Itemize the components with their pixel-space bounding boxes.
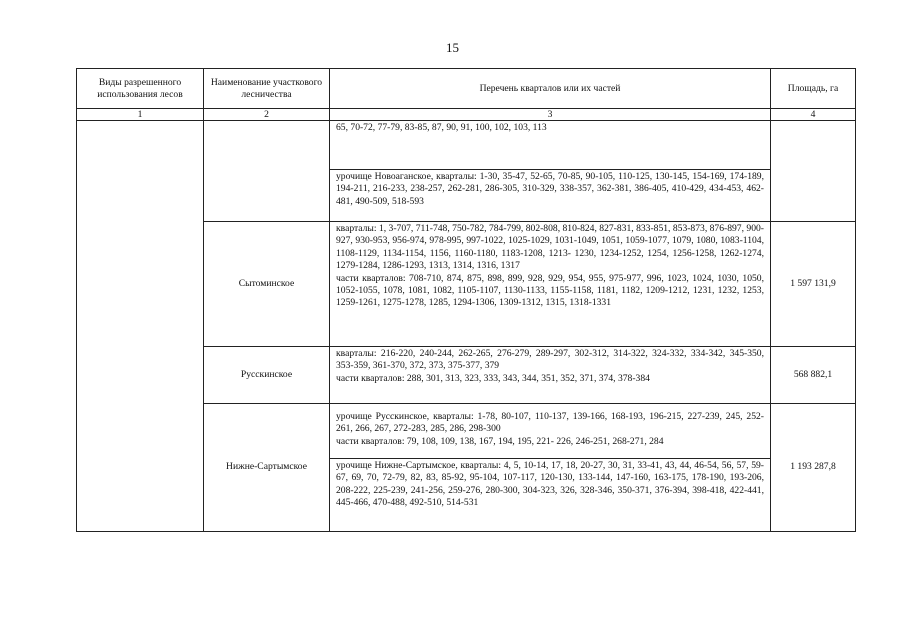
column-number-1: 1 xyxy=(77,109,204,121)
column-number-2: 2 xyxy=(204,109,330,121)
quarters-cell xyxy=(330,459,771,532)
area-nizhne-sartym: 1 193 287,8 xyxy=(771,404,856,532)
quarters-text: урочище Новоаганское, кварталы: 1-30, 35-47, 52-65, 70-85, 90-105, 110-125, 130-145, 154-169, 174-189, 194-211, 216-233, 238-257, 262-281, 286-305, 310-329, 338-357, 362-381, 386-405, 410-429, 434-453, 462-481, 490-509, 518-593 xyxy=(336,171,764,207)
quarter-parts-text: части кварталов: 708-710, 874, 875, 898, 899, 928, 929, 954, 955, 975-977, 996, 1023, 1024, 1030, 1050, 1052-1055, 1078, 1081, 1082, 1105-1107, 1130-1133, 1155-1158, 1181, 1182, 1209-1212, 1231, 1232, 1253, 1259-1261, 1275-1278, 1285, 1294-1306, 1309-1312, 1315, 1318-1331 xyxy=(336,272,764,309)
forestry-name-nizhne-sartym: Нижне-Сартымское xyxy=(204,404,330,532)
forest-use-table xyxy=(76,68,856,532)
page-number: 15 xyxy=(446,40,459,55)
quarters-cell xyxy=(330,404,771,459)
quarters-cell xyxy=(330,347,771,404)
forestry-name-sytomino: Сытоминское xyxy=(204,222,330,347)
quarters-text: 65, 70-72, 77-79, 83-85, 87, 90, 91, 100, 102, 103, 113 xyxy=(336,122,547,133)
area-russkin: 568 882,1 xyxy=(771,347,856,404)
continued-forestry-cell xyxy=(204,121,330,222)
area-cell xyxy=(771,121,856,222)
header-quarters-list: Перечень кварталов или их частей xyxy=(330,69,771,109)
quarters-text: кварталы: 216-220, 240-244, 262-265, 276-279, 289-297, 302-312, 314-322, 324-332, 334-342, 345-350, 353-359, 361-370, 372, 373, 375-377, 379 xyxy=(336,348,764,372)
forestry-name-russkin: Русскинское xyxy=(204,347,330,404)
quarter-parts-text: части кварталов: 288, 301, 313, 323, 333, 343, 344, 351, 352, 371, 374, 378-384 xyxy=(336,372,650,384)
header-area: Площадь, га xyxy=(771,69,856,109)
quarters-text: кварталы: 1, 3-707, 711-748, 750-782, 784-799, 802-808, 810-824, 827-831, 833-851, 853-873, 876-897, 900-927, 930-953, 956-974, 978-995, 997-1022, 1025-1029, 1031-1049, 1051, 1059-1077, 1079, 1080, 1083-1104, 1108-1129, 1134-1154, 1156, 1160-1180, 1183-1208, 1213- 1230, 1234-1252, 1254, 1256-1258, 1262-1274, 1279-1284, 1286-1293, 1313, 1314, 1316, 1317 xyxy=(336,223,764,272)
area-sytomino: 1 597 131,9 xyxy=(771,222,856,347)
quarters-cell xyxy=(330,170,771,222)
quarter-parts-text: части кварталов: 79, 108, 109, 138, 167, 194, 195, 221- 226, 246-251, 268-271, 284 xyxy=(336,435,664,447)
quarters-text: урочище Нижне-Сартымское, кварталы: 4, 5, 10-14, 17, 18, 20-27, 30, 31, 33-41, 43, 44, 46-54, 56, 57, 59-67, 69, 70, 72-79, 82, 83, 85-92, 95-104, 107-117, 120-130, 133-144, 147-160, 163-175, 178-190, 193-206, 208-222, 225-239, 241-256, 259-276, 280-300, 304-323, 326, 328-346, 350-371, 376-394, 398-418, 422-441, 445-466, 470-488, 492-510, 514-531 xyxy=(336,460,764,509)
column-number-3: 3 xyxy=(330,109,771,121)
quarters-cell xyxy=(330,121,771,170)
permitted-use-cell xyxy=(77,121,204,532)
header-forestry-name: Наименование участкового лесничества xyxy=(204,69,330,109)
header-permitted-use: Виды разрешенного использования лесов xyxy=(77,69,204,109)
quarters-text: урочище Русскинское, кварталы: 1-78, 80-107, 110-137, 139-166, 168-193, 196-215, 227-239, 245, 252-261, 266, 267, 272-283, 285, 286, 298-300 xyxy=(336,411,764,435)
quarters-cell xyxy=(330,222,771,347)
column-number-4: 4 xyxy=(771,109,856,121)
